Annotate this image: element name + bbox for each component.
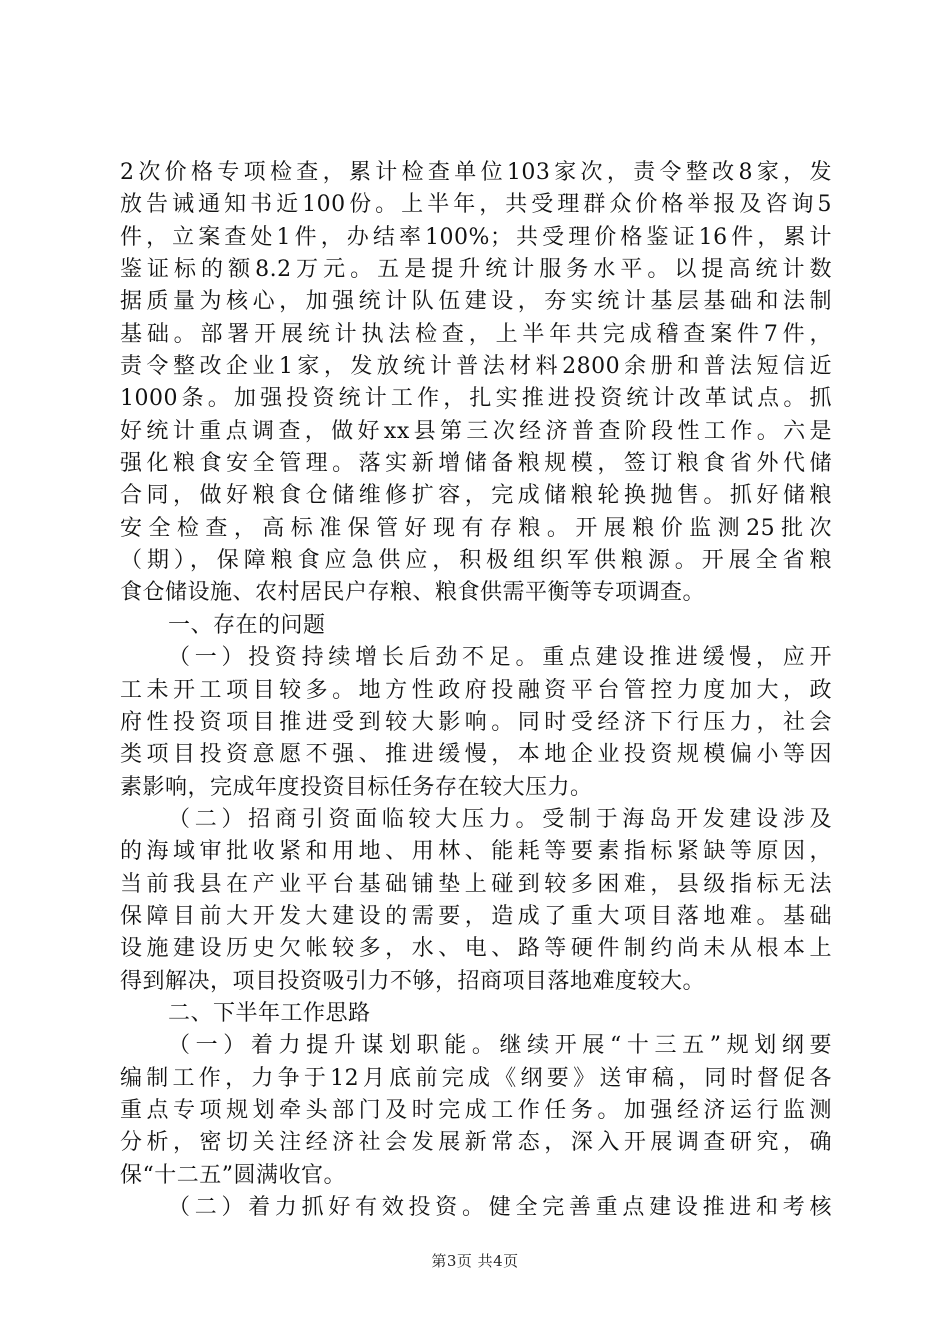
page-footer: 第3页 共4页 <box>431 1252 519 1270</box>
text-line: 素影响，完成年度投资目标任务存在较大压力。 <box>120 774 593 800</box>
text-line: 重点专项规划牵头部门及时完成工作任务。加强经济运行监测 <box>120 1097 832 1123</box>
text-line: 安全检查，高标准保管好现有存粮。开展粮价监测25批次 <box>120 515 832 541</box>
text-line: 食仓储设施、农村居民户存粮、粮食供需平衡等专项调查。 <box>120 580 706 606</box>
text-line: 保“十二五”圆满收官。 <box>120 1162 346 1188</box>
text-line: 强化粮食安全管理。落实新增储备粮规模，签订粮食省外代储 <box>120 451 832 477</box>
text-line: 府性投资项目推进受到较大影响。同时受经济下行压力，社会 <box>120 709 832 735</box>
text-line: （期），保障粮食应急供应，积极组织军供粮源。开展全省粮 <box>120 548 832 574</box>
text-line: 好统计重点调查，做好xx县第三次经济普查阶段性工作。六是 <box>120 418 832 444</box>
text-line: 类项目投资意愿不强、推进缓慢，本地企业投资规模偏小等因 <box>120 742 832 768</box>
text-line: 放告诫通知书近100份。上半年，共受理群众价格举报及咨询5 <box>120 192 832 218</box>
document-body <box>120 157 832 1224</box>
text-line: （一）投资持续增长后劲不足。重点建设推进缓慢，应开 <box>168 645 832 671</box>
text-line: 当前我县在产业平台基础铺垫上碰到较多困难，县级指标无法 <box>120 871 832 897</box>
text-line: 鉴证标的额8.2万元。五是提升统计服务水平。以提高统计数 <box>120 257 832 283</box>
text-line: 基础。部署开展统计执法检查，上半年共完成稽查案件7件， <box>120 321 832 347</box>
text-line: （一）着力提升谋划职能。继续开展“十三五”规划纲要 <box>168 1033 832 1059</box>
text-line: 合同，做好粮食仓储维修扩容，完成储粮轮换抛售。抓好储粮 <box>120 483 832 509</box>
text-line: 件，立案查处1件，办结率100%；共受理价格鉴证16件，累计 <box>120 224 832 250</box>
text-line: 二、下半年工作思路 <box>168 1000 371 1026</box>
text-line: 据质量为核心，加强统计队伍建设，夯实统计基层基础和法制 <box>120 289 832 315</box>
text-line: 得到解决，项目投资吸引力不够，招商项目落地难度较大。 <box>120 968 706 994</box>
text-line: 2次价格专项检查，累计检查单位103家次，责令整改8家，发 <box>120 160 832 185</box>
text-line: （二）招商引资面临较大压力。受制于海岛开发建设涉及 <box>168 806 832 832</box>
text-line: 设施建设历史欠帐较多，水、电、路等硬件制约尚未从根本上 <box>120 936 832 962</box>
text-line: 的海域审批收紧和用地、用林、能耗等要素指标紧缺等原因， <box>120 839 832 865</box>
text-line: 工未开工项目较多。地方性政府投融资平台管控力度加大，政 <box>120 677 832 703</box>
text-line: （二）着力抓好有效投资。健全完善重点建设推进和考核 <box>168 1195 832 1220</box>
text-line: 一、存在的问题 <box>168 612 326 638</box>
text-line: 编制工作，力争于12月底前完成《纲要》送审稿，同时督促各 <box>120 1065 832 1091</box>
text-line: 责令整改企业1家，发放统计普法材料2800余册和普法短信近 <box>120 354 832 380</box>
text-line: 保障目前大开发大建设的需要，造成了重大项目落地难。基础 <box>120 903 832 929</box>
text-line: 分析，密切关注经济社会发展新常态，深入开展调查研究，确 <box>120 1130 832 1156</box>
text-line: 1000条。加强投资统计工作，扎实推进投资统计改革试点。抓 <box>120 386 832 412</box>
